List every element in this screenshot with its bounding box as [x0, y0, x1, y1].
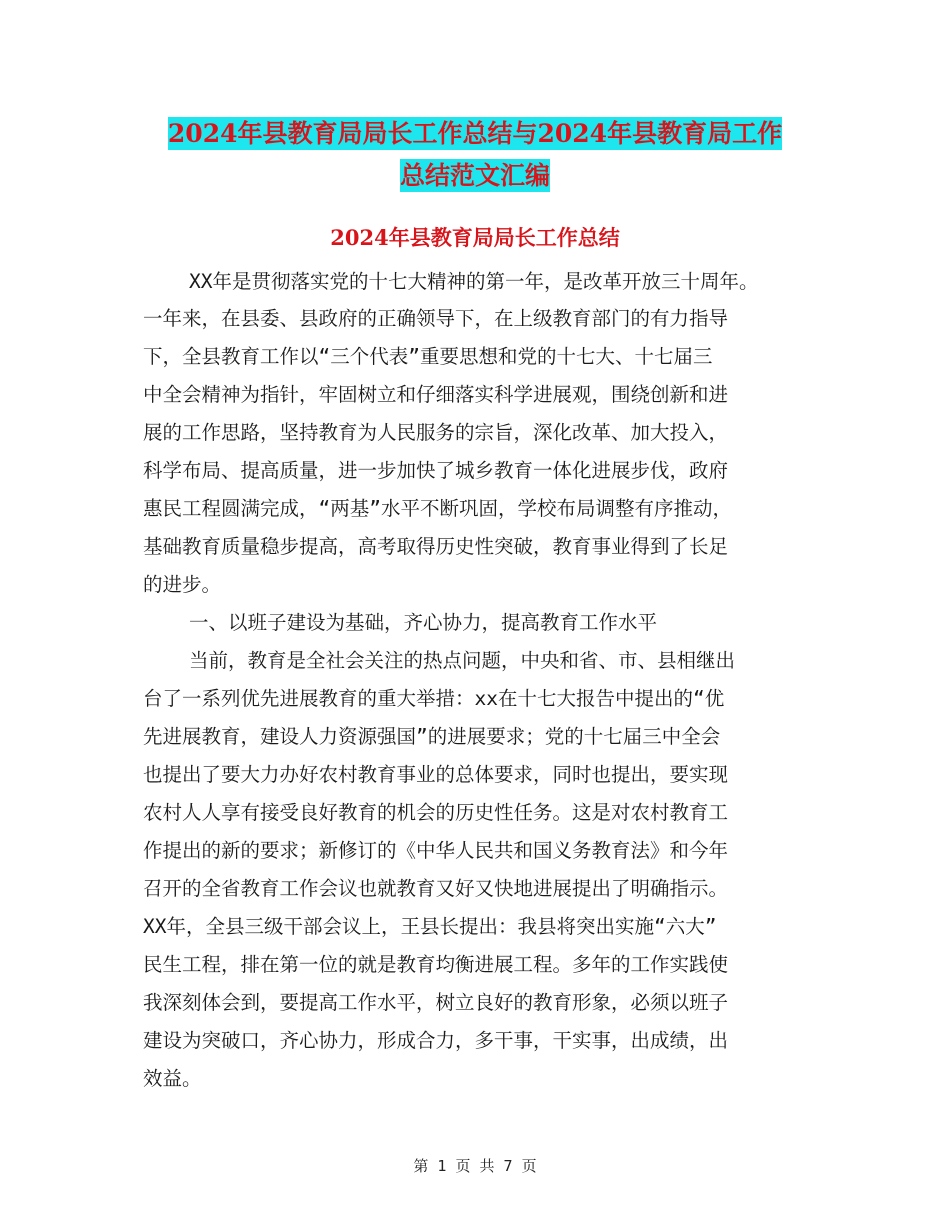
- section-heading-1: 一、以班子建设为基础，齐心协力，提高教育工作水平: [189, 611, 658, 634]
- paragraph-line: 建设为突破口，齐心协力，形成合力，多干事，干实事，出成绩，出: [143, 1029, 729, 1052]
- document-title-text-2: 总结范文汇编: [399, 161, 550, 190]
- paragraph-line: 展的工作思路，坚持教育为人民服务的宗旨，深化改革、加大投入，: [143, 421, 729, 444]
- paragraph-line: 我深刻体会到，要提高工作水平，树立良好的教育形象，必须以班子: [143, 991, 729, 1014]
- document-title-text-1: 2024年县教育局局长工作总结与2024年县教育局工作: [167, 119, 783, 148]
- paragraph-line: 农村人人享有接受良好教育的机会的历史性任务。这是对农村教育工: [143, 801, 729, 824]
- paragraph-line: 下，全县教育工作以“三个代表”重要思想和党的十七大、十七届三: [143, 345, 713, 368]
- paragraph-line: 效益。: [143, 1067, 202, 1090]
- paragraph-line: XX年，全县三级干部会议上，王县长提出：我县将突出实施“六大”: [143, 915, 717, 938]
- paragraph-line: 的进步。: [143, 573, 222, 596]
- paragraph-line: 中全会精神为指针，牢固树立和仔细落实科学进展观，围绕创新和进: [143, 383, 729, 406]
- document-title-line-1: [0, 114, 950, 150]
- paragraph-line: 科学布局、提高质量，进一步加快了城乡教育一体化进展步伐，政府: [143, 459, 729, 482]
- paragraph-line: 召开的全省教育工作会议也就教育又好又快地进展提出了明确指示。: [143, 877, 729, 900]
- paragraph-line: 民生工程，排在第一位的就是教育均衡进展工程。多年的工作实践使: [143, 953, 729, 976]
- paragraph-line: 惠民工程圆满完成，“两基”水平不断巩固，学校布局调整有序推动，: [143, 497, 732, 520]
- paragraph-line: 先进展教育，建设人力资源强国”的进展要求；党的十七届三中全会: [143, 725, 721, 748]
- paragraph-line: 台了一系列优先进展教育的重大举措：xx在十七大报告中提出的“优: [143, 687, 725, 710]
- paragraph-line: 作提出的新的要求；新修订的《中华人民共和国义务教育法》和今年: [143, 839, 729, 862]
- paragraph-line: 基础教育质量稳步提高，高考取得历史性突破，教育事业得到了长足: [143, 535, 729, 558]
- document-title-line-2: [0, 156, 950, 192]
- paragraph-line: 当前，教育是全社会关注的热点问题，中央和省、市、县相继出: [189, 649, 736, 672]
- paragraph-line: 一年来，在县委、县政府的正确领导下，在上级教育部门的有力指导: [143, 307, 729, 330]
- page-number-footer: 第 1 页 共 7 页: [413, 1157, 537, 1175]
- section-title: 2024年县教育局局长工作总结: [330, 225, 620, 250]
- paragraph-line: 也提出了要大力办好农村教育事业的总体要求，同时也提出，要实现: [143, 763, 729, 786]
- paragraph-line: XX年是贯彻落实党的十七大精神的第一年，是改革开放三十周年。: [189, 270, 759, 293]
